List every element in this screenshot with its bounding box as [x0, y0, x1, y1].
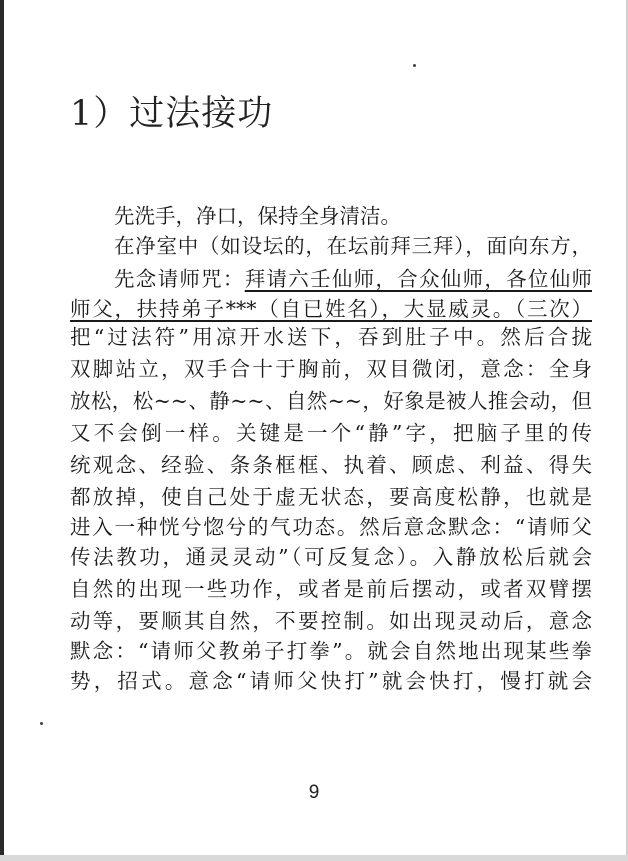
scan-speck [40, 722, 43, 725]
page-number: 9 [308, 782, 320, 803]
text-line: 在净室中（如设坛的，在坛前拜三拜），面向东方， [114, 234, 592, 258]
section-heading: 1）过法接功 [70, 94, 274, 134]
scan-speck [413, 64, 416, 67]
text-line: 默念：“请师父教弟子打拳”。就会自然地出现某些拳 [70, 639, 592, 663]
scan-bottom-edge [0, 855, 628, 861]
text-line: 先洗手，净口，保持全身清洁。 [114, 204, 401, 228]
text-line: 势，招式。意念“请师父快打”就会快打，慢打就会 [70, 669, 592, 693]
text-line: 进入一种恍兮惚兮的气功态。然后意念默念：“请师父 [70, 515, 592, 539]
mantra-text: 拜请六壬仙师，合众仙师，各位仙师 [244, 267, 592, 291]
text-line: 统观念、经验、条条框框、执着、顾虑、利益、得失 [70, 453, 592, 477]
text-line: 双脚站立，双手合十于胸前，双目微闭，意念：全身 [70, 357, 592, 381]
text-line: 把“过法符”用凉开水送下，吞到肚子中。然后合拢 [70, 325, 592, 349]
text-line: 放松，松~~、静~~、自然~~，好象是被人推会动，但 [70, 389, 592, 413]
text-line: 动等，要顺其自然，不要控制。如出现灵动后，意念 [70, 609, 592, 633]
mantra-text-line: 师父，扶持弟子***（自已姓名），大显威灵。（三次） [70, 297, 592, 321]
scan-left-edge [0, 0, 4, 861]
text-line: 都放掉，使自己处于虚无状态，要高度松静，也就是 [70, 485, 592, 509]
text-line: 传法教功，通灵灵动”（可反复念）。入静放松后就会 [70, 545, 592, 569]
text-line: 又不会倒一样。关键是一个“静”字，把脑子里的传 [70, 421, 592, 445]
text-line: 自然的出现一些功作，或者是前后摆动，或者双臂摆 [70, 577, 592, 601]
mantra-intro: 先念请师咒： [114, 267, 245, 291]
text-line [114, 264, 592, 294]
